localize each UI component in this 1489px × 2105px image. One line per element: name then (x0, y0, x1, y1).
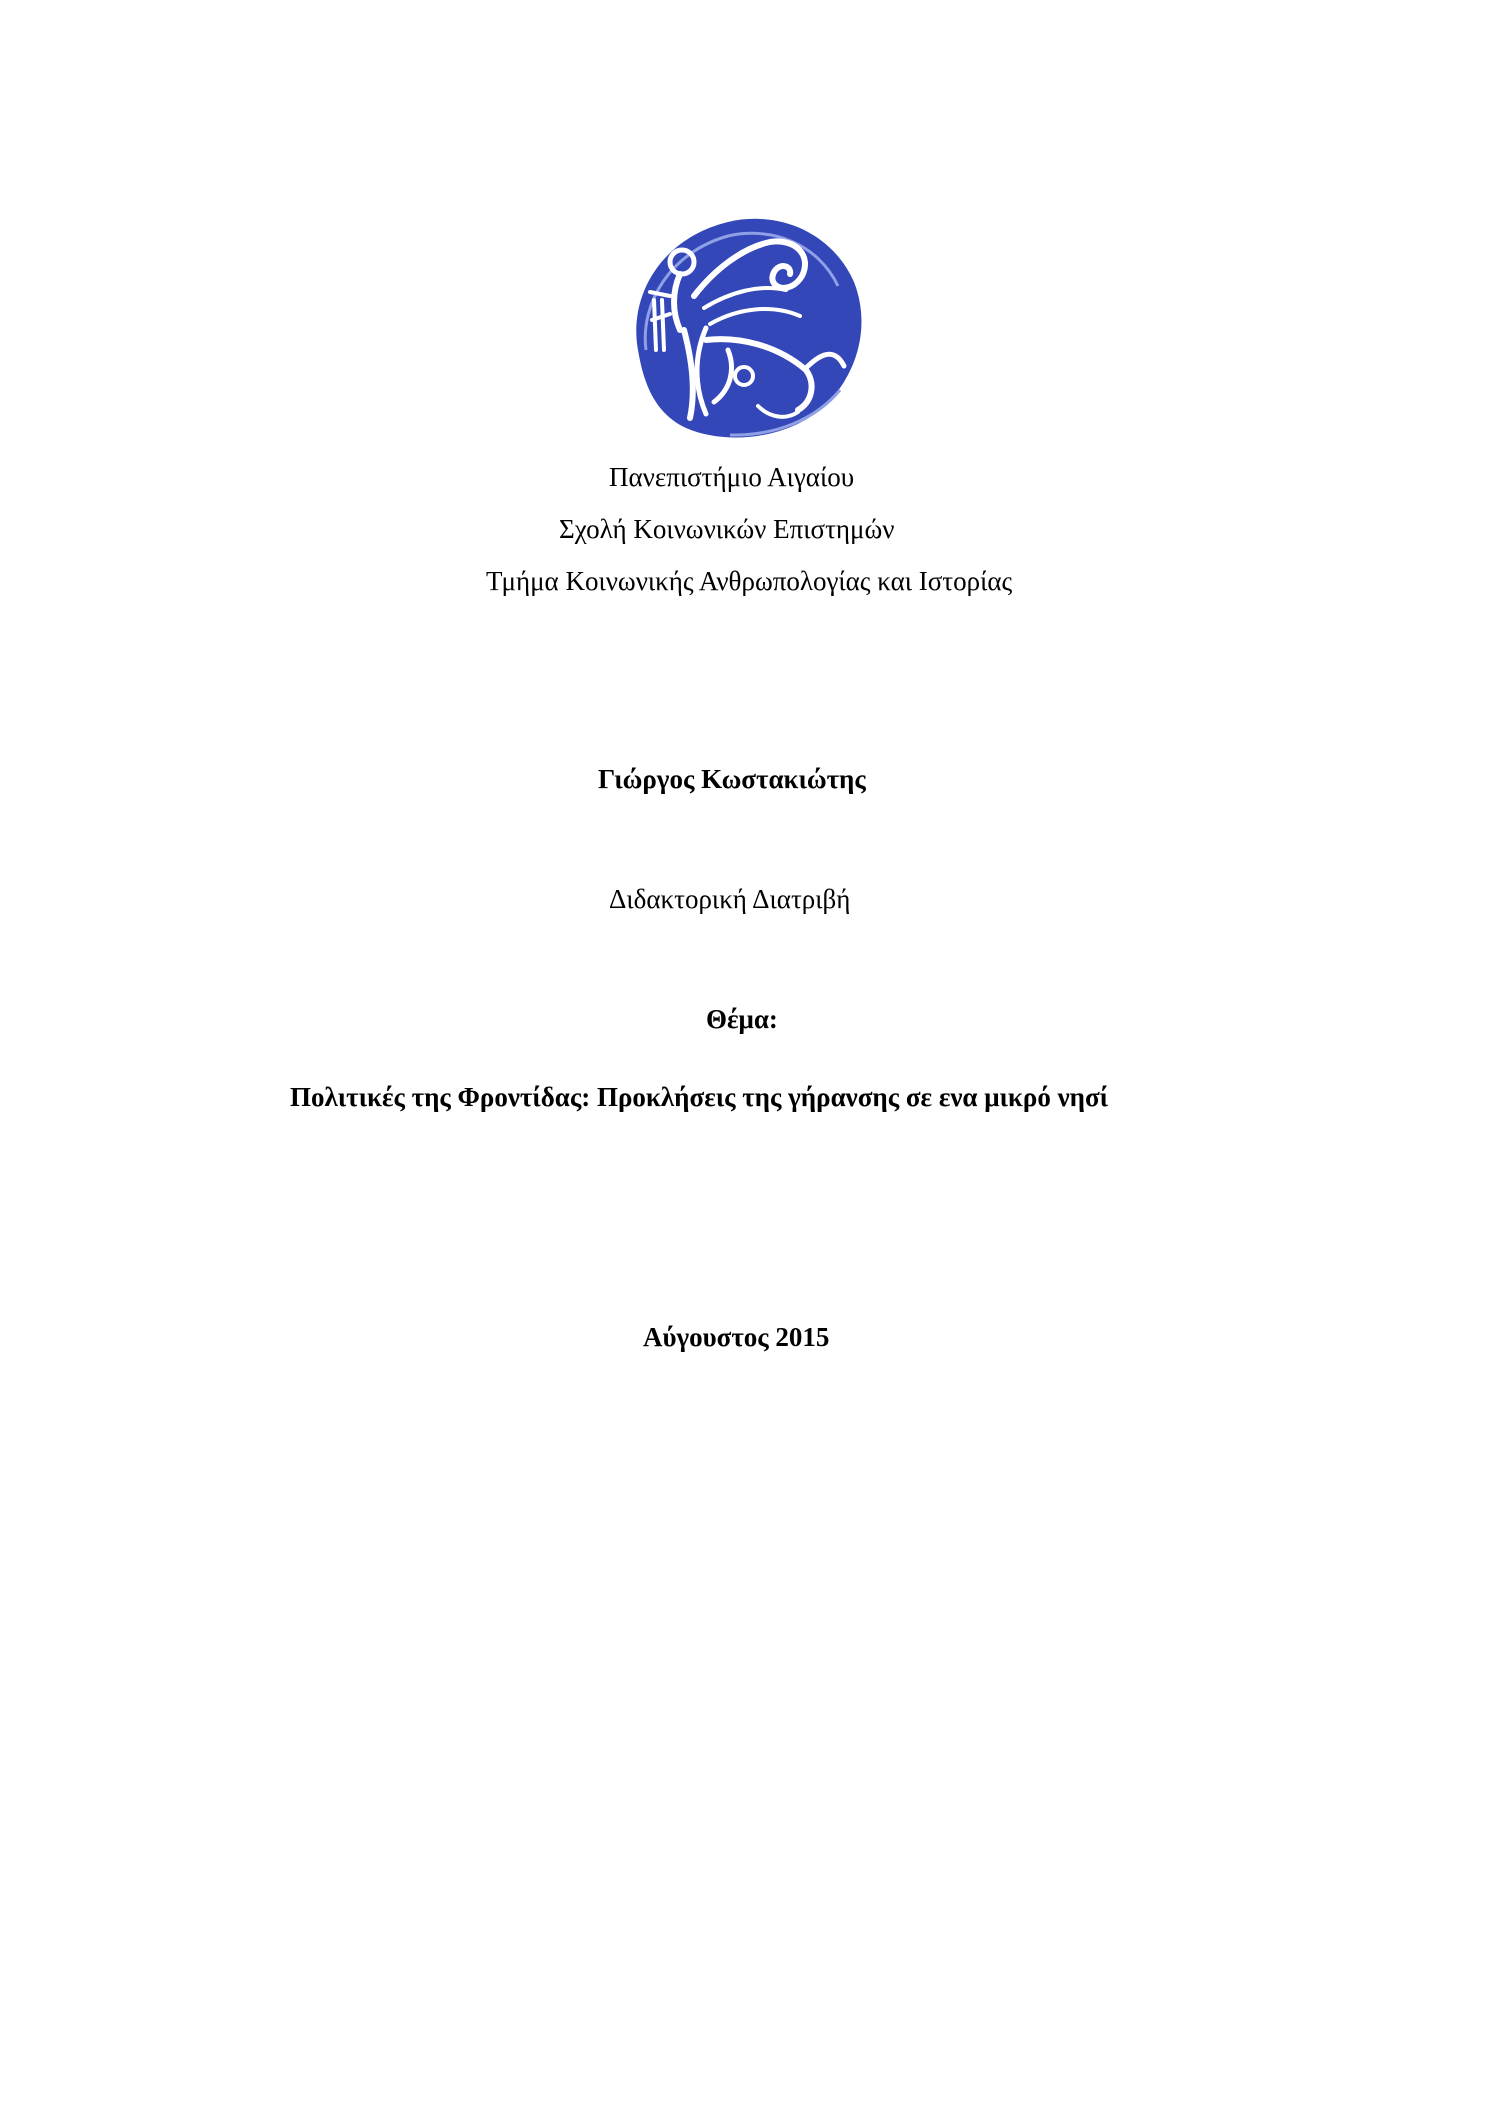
school-name: Σχολή Κοινωνικών Επιστημών (559, 514, 895, 544)
university-name: Πανεπιστήμιο Αιγαίου (609, 462, 855, 492)
submission-date: Αύγουστος 2015 (643, 1322, 830, 1352)
university-seal (610, 200, 870, 445)
thesis-title: Πολιτικές της Φροντίδας: Προκλήσεις της γήρανσης σε ενα μικρό νησί (290, 1082, 1109, 1112)
degree-type: Διδακτορική Διατριβή (609, 884, 851, 914)
topic-label: Θέμα: (706, 1004, 778, 1034)
department-name: Τμήμα Κοινωνικής Ανθρωπολογίας και Ιστορίας (486, 566, 1013, 596)
author-name: Γιώργος Κωστακιώτης (598, 764, 866, 794)
university-seal-sphinx-icon (610, 200, 870, 445)
